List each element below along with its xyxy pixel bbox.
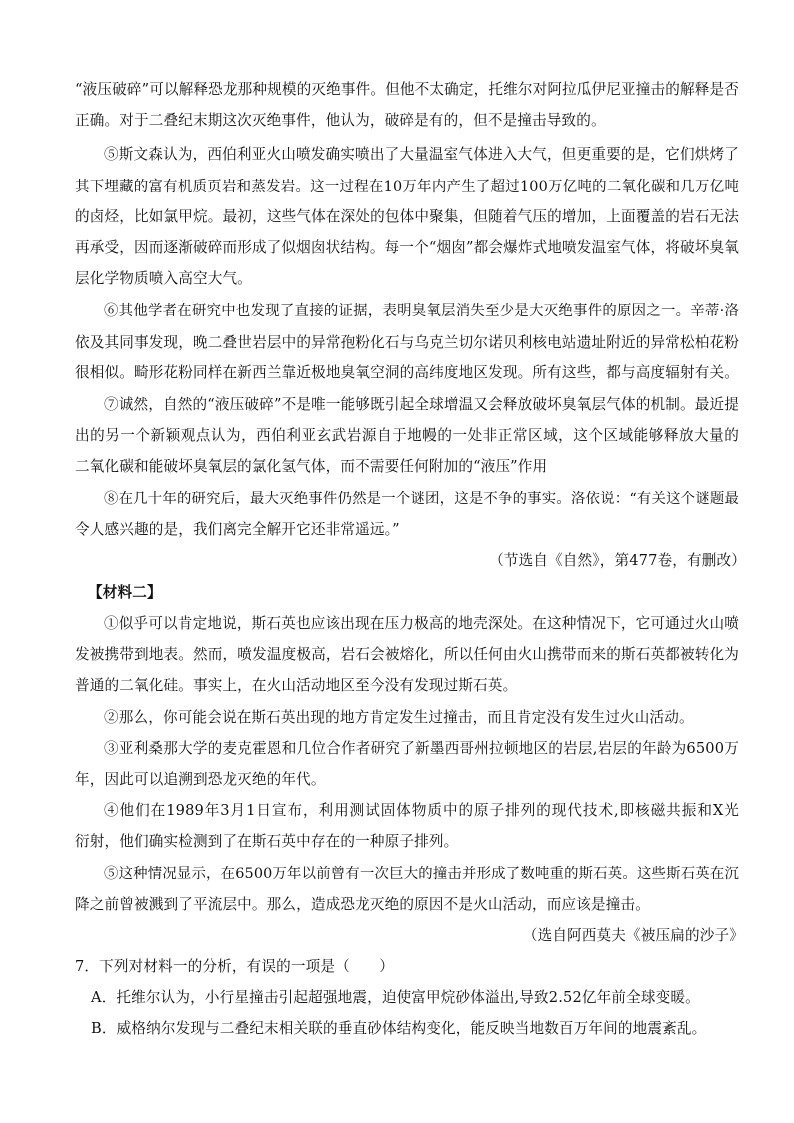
paragraph-line: ⑤这种情况显示，在6500万年以前曾有一次巨大的撞击并形成了数吨重的斯石英。这些斯石英在沉 — [104, 866, 739, 882]
paragraph-line: ⑧在几十年的研究后，最大灭绝事件仍然是一个谜团，这是不争的事实。洛依说：“有关这个谜题最 — [104, 491, 739, 507]
paragraph-line: 正确。对于二叠纪末期这次灭绝事件，他认为，破碎是有的，但不是撞击导致的。 — [75, 112, 606, 129]
paragraph-line: “液压破碎”可以解释恐龙那种规模的灭绝事件。但他不太确定，托维尔对阿拉瓜伊尼亚撞击的解释是否 — [75, 81, 739, 98]
paragraph-line: 出的另一个新颖观点认为，西伯利亚玄武岩源自于地幔的一处非正常区域，这个区域能够释放大量的 — [75, 427, 739, 444]
paragraph-line: ③亚利桑那大学的麦克霍恩和几位合作者研究了新墨西哥州拉顿地区的岩层,岩层的年龄为6500万 — [104, 740, 739, 757]
paragraph-line: 其下埋藏的富有机质页岩和蒸发岩。这一过程在10万年内产生了超过100万亿吨的二氧化碳和几万亿吨 — [75, 179, 739, 195]
section-title: 【材料二】 — [88, 584, 162, 601]
paragraph-line: 二氧化碳和能破坏臭氧层的氯化氢气体，而不需要任何附加的“液压”作用 — [75, 458, 548, 475]
paragraph-line: ⑥其他学者在研究中也发现了直接的证据，表明臭氧层消失至少是大灭绝事件的原因之一。辛蒂·洛 — [104, 303, 739, 319]
question-option-b: B．威格纳尔发现与二叠纪末相关联的垂直砂体结构变化，能反映当地数百万年间的地震紊乱。 — [91, 1020, 707, 1037]
paragraph-line: ①似乎可以肯定地说，斯石英也应该出现在压力极高的地壳深处。在这种情况下，它可通过火山喷 — [104, 615, 739, 632]
paragraph-line: 普通的二氧化硅。事实上，在火山活动地区至今没有发现过斯石英。 — [75, 677, 518, 694]
paragraph-line: ⑤斯文森认为，西伯利亚火山喷发确实喷出了大量温室气体进入大气，但更重要的是，它们烘烤了 — [104, 146, 739, 163]
paragraph-line: 衍射，他们确实检测到了在斯石英中存在的一种原子排列。 — [75, 833, 459, 850]
paragraph-line: ⑦诚然，自然的“液压破碎”不是唯一能够既引起全球增温又会释放破坏臭氧层气体的机制。最近提 — [104, 396, 739, 413]
paragraph-line: 依及其同事发现，晚二叠世岩层中的异常孢粉化石与乌克兰切尔诺贝利核电站遗址附近的异常松柏花粉 — [75, 334, 739, 351]
paragraph-line: ②那么，你可能会说在斯石英出现的地方肯定发生过撞击，而且肯定没有发生过火山活动。 — [104, 709, 694, 726]
paragraph-line: 年，因此可以追溯到恐龙灭绝的年代。 — [75, 771, 326, 788]
question-option-a: A．托维尔认为，小行星撞击引起超强地震，迫使富甲烷砂体溢出,导致2.52亿年前全球变暖。 — [91, 989, 700, 1006]
paragraph-line: 层化学物质喷入高空大气。 — [75, 270, 252, 287]
paragraph-line: 令人感兴趣的是，我们离完全解开它还非常遥远。” — [75, 521, 400, 538]
paragraph-line: 的卤烃，比如氯甲烷。最初，这些气体在深处的包体中聚集，但随着气压的增加，上面覆盖的岩石无法 — [75, 208, 739, 225]
paragraph-line: 很相似。畸形花粉同样在新西兰靠近极地臭氧空洞的高纬度地区发现。所有这些，都与高度辐射有关。 — [75, 364, 739, 381]
paragraph-line: ④他们在1989年3月1日宣布，利用测试固体物质中的原子排列的现代技术,即核磁共振和X光 — [104, 802, 739, 819]
source-citation: （节选自《自然》，第477卷，有删改） — [489, 552, 746, 569]
question-stem: 7．下列对材料一的分析，有误的一项是（ ） — [75, 958, 395, 975]
paragraph-line: 降之前曾被溅到了平流层中。那么，造成恐龙灭绝的原因不是火山活动，而应该是撞击。 — [75, 896, 651, 913]
paragraph-line: 再承受，因而逐渐破碎而形成了似烟囱状结构。每一个“烟囱”都会爆炸式地喷发温室气体，将破坏臭氧 — [75, 239, 739, 256]
source-citation: （选自阿西莫夫《被压扁的沙子》 — [522, 927, 744, 944]
paragraph-line: 发被携带到地表。然而，喷发温度极高，岩石会被熔化，所以任何由火山携带而来的斯石英都被转化为 — [75, 646, 739, 663]
